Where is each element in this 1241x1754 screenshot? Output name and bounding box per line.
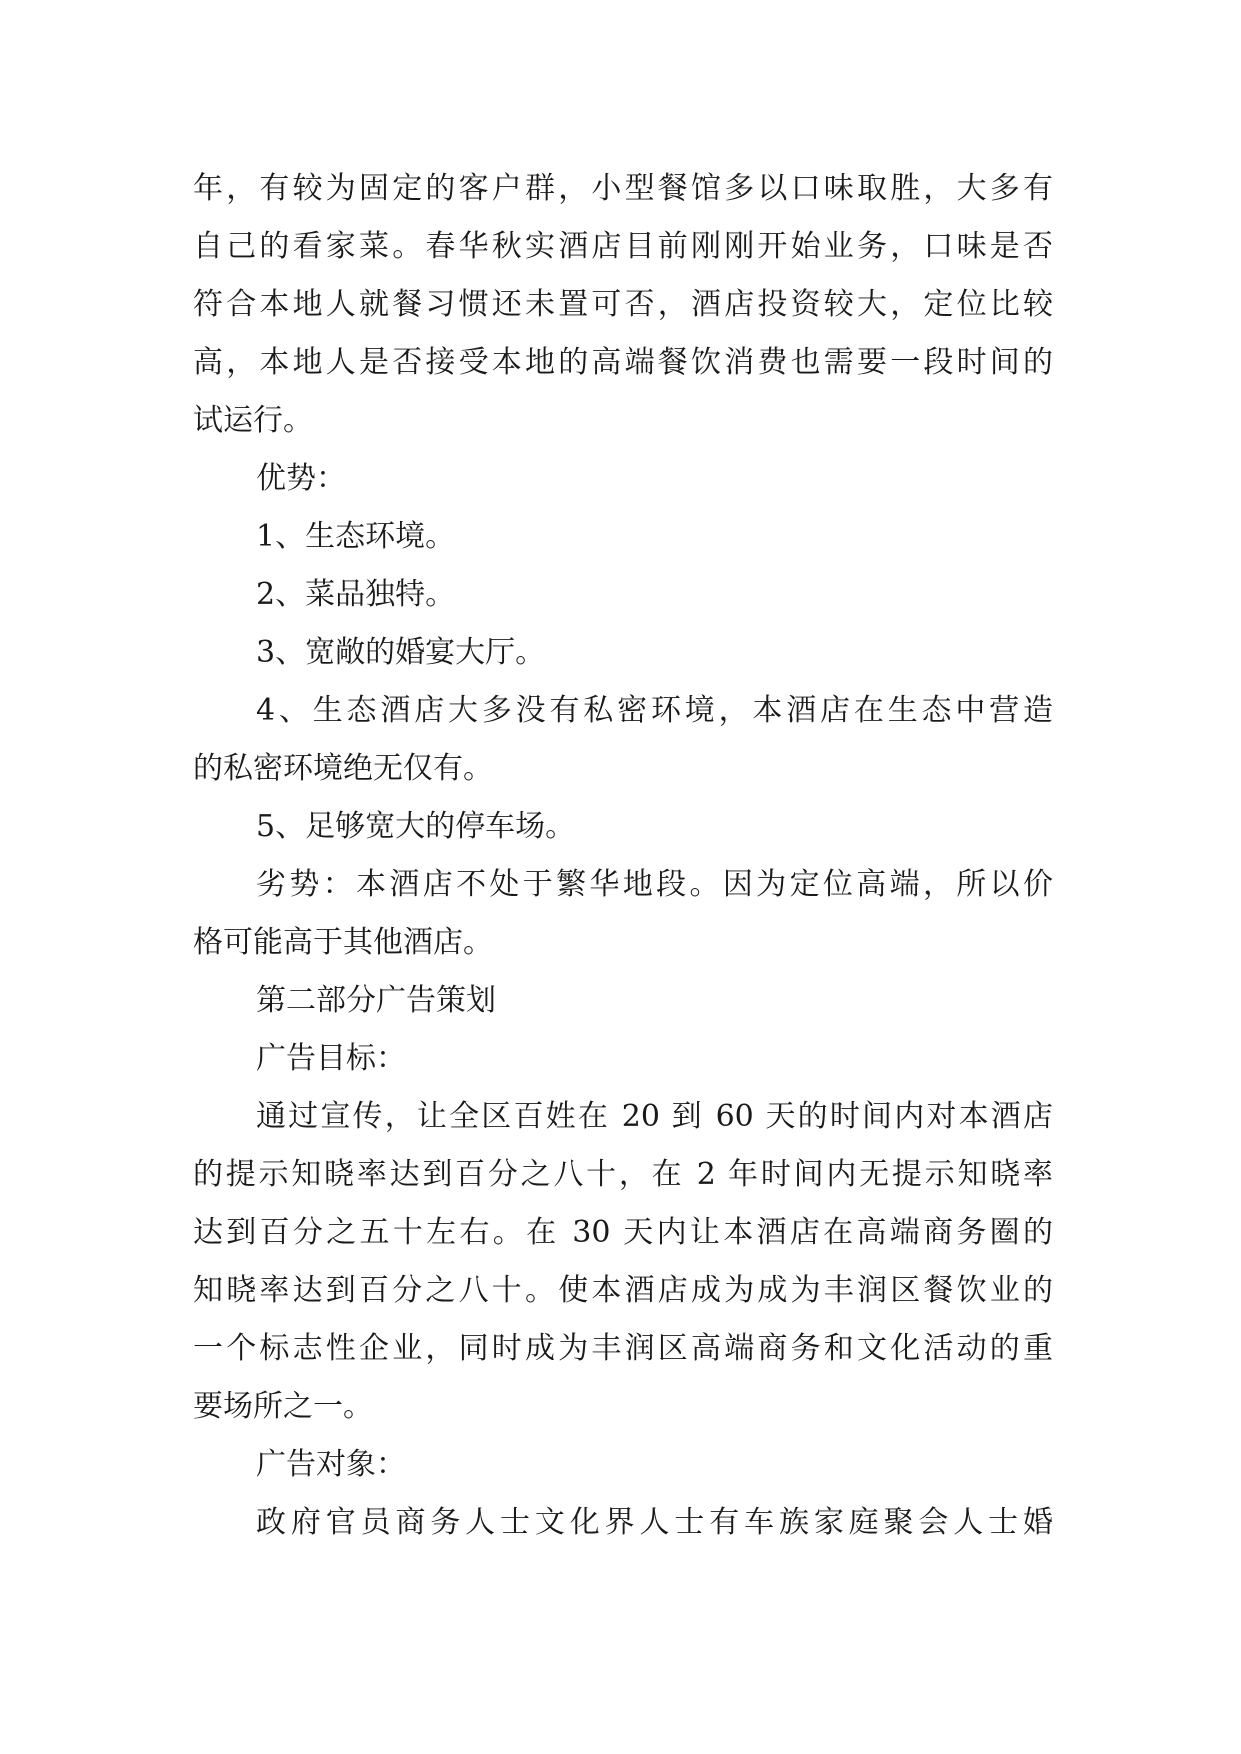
text-line: 1、生态环境。 (256, 519, 456, 554)
text-line: 劣势：本酒店不处于繁华地段。因为定位高端，所以价 (256, 867, 1053, 902)
text-line: 5、足够宽大的停车场。 (256, 809, 576, 844)
text-line: 要场所之一。 (193, 1389, 373, 1424)
text-line: 3、宽敞的婚宴大厅。 (256, 635, 546, 670)
text-line: 年，有较为固定的客户群，小型餐馆多以口味取胜，大多有 (193, 171, 1053, 206)
text-line: 第二部分广告策划 (256, 983, 496, 1018)
text-line: 自己的看家菜。春华秋实酒店目前刚刚开始业务，口味是否 (193, 229, 1053, 264)
text-line: 达到百分之五十左右。在 30 天内让本酒店在高端商务圈的 (193, 1215, 1053, 1250)
text-line: 的私密环境绝无仅有。 (193, 751, 493, 786)
text-line: 的提示知晓率达到百分之八十，在 2 年时间内无提示知晓率 (193, 1157, 1053, 1192)
text-line: 4、生态酒店大多没有私密环境，本酒店在生态中营造 (256, 693, 1053, 728)
text-line: 高，本地人是否接受本地的高端餐饮消费也需要一段时间的 (193, 345, 1053, 380)
text-line: 政府官员商务人士文化界人士有车族家庭聚会人士婚 (256, 1505, 1053, 1540)
document-body (193, 160, 1053, 1552)
text-line: 格可能高于其他酒店。 (193, 925, 493, 960)
text-line: 试运行。 (193, 403, 313, 438)
text-line: 广告目标： (256, 1041, 406, 1076)
text-line: 2、菜品独特。 (256, 577, 456, 612)
text-line: 优势： (256, 461, 346, 496)
text-line: 通过宣传，让全区百姓在 20 到 60 天的时间内对本酒店 (256, 1099, 1053, 1134)
text-line: 符合本地人就餐习惯还未置可否，酒店投资较大，定位比较 (193, 287, 1053, 322)
text-line: 一个标志性企业，同时成为丰润区高端商务和文化活动的重 (193, 1331, 1053, 1366)
text-line: 知晓率达到百分之八十。使本酒店成为成为丰润区餐饮业的 (193, 1273, 1053, 1308)
text-line: 广告对象： (256, 1447, 406, 1482)
